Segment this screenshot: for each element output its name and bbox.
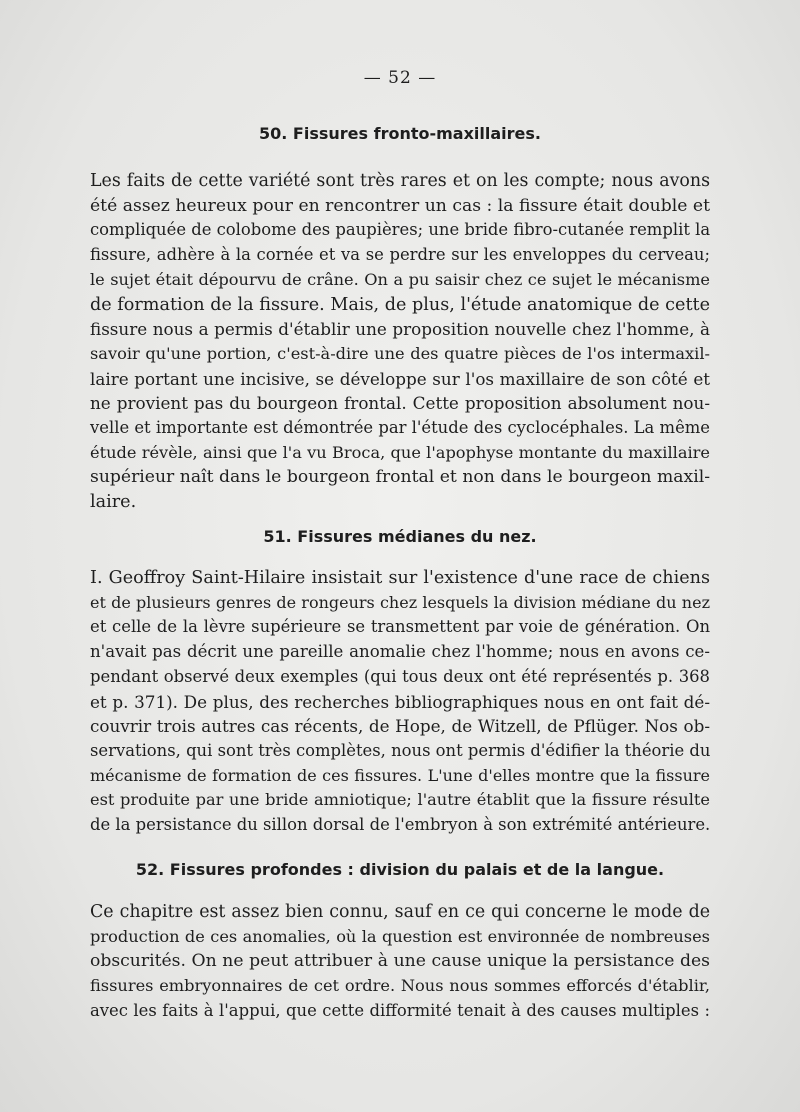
text-line: été assez heureux pour en rencontrer un cas : la fissure était double et [90,195,710,216]
text-line: n'avait pas décrit une pareille anomalie chez l'homme; nous en avons ce- [90,642,710,662]
text-line: couvrir trois autres cas récents, de Hope, de Witzell, de Pflüger. Nos ob- [90,716,710,737]
text-line: fissures embryonnaires de cet ordre. Nous nous sommes efforcés d'établir, [90,976,710,996]
page-number: — 52 — [363,68,437,88]
text-line: est produite par une bride amniotique; l'autre établit que la fissure résulte [90,790,710,810]
text-line: velle et importante est démontrée par l'étude des cyclocéphales. La même [90,418,711,438]
text-line: Ce chapitre est assez bien connu, sauf en ce qui concerne le mode de [90,902,710,922]
text-line: et celle de la lèvre supérieure se transmettent par voie de génération. On [90,617,710,637]
text-line: et de plusieurs genres de rongeurs chez lesquels la division médiane du nez [90,592,710,612]
text-line: compliquée de colobome des paupières; une bride fibro-cutanée remplit la [90,220,711,240]
text-line: Les faits de cette variété sont très rares et on les compte; nous avons [90,171,710,191]
text-line: et p. 371). De plus, des recherches bibliographiques nous en ont fait dé- [90,691,710,712]
section-heading-50: 50. Fissures fronto-maxillaires. [259,124,541,143]
text-line: obscurités. On ne peut attribuer à une cause unique la persistance des [90,951,710,972]
section-52-paragraph [90,900,710,1024]
text-line: fissure nous a permis d'établir une proposition nouvelle chez l'homme, à [90,319,710,340]
section-51-paragraph [90,566,710,838]
text-line: savoir qu'une portion, c'est-à-dire une des quatre pièces de l'os intermaxil- [90,343,710,363]
text-line: production de ces anomalies, où la question est environnée de nombreuses [90,926,710,946]
section-heading-51: 51. Fissures médianes du nez. [263,527,537,546]
text-line: de la persistance du sillon dorsal de l'embryon à son extrémité antérieure. [90,815,711,835]
text-line: le sujet était dépourvu de crâne. On a pu saisir chez ce sujet le mécanisme [90,269,710,289]
section-50-paragraph [90,169,710,515]
text-line: laire portant une incisive, se développe sur l'os maxillaire de son côté et [90,368,710,389]
text-line: fissure, adhère à la cornée et va se perdre sur les enveloppes du cerveau; [90,245,710,265]
section-heading-52: 52. Fissures profondes : division du palais et de la langue. [135,860,665,879]
text-line: servations, qui sont très complètes, nous ont permis d'édifier la théorie du [90,740,711,760]
text-line: avec les faits à l'appui, que cette difformité tenait à des causes multiples : [90,1000,710,1020]
text-line: mécanisme de formation de ces fissures. L'une d'elles montre que la fissure [90,765,710,785]
text-line: laire. [90,492,137,513]
text-line: étude révèle, ainsi que l'a vu Broca, que l'apophyse montante du maxillaire [90,442,710,462]
text-line: de formation de la fissure. Mais, de plus, l'étude anatomique de cette [90,294,710,315]
text-line: I. Geoffroy Saint-Hilaire insistait sur l'existence d'une race de chiens [90,568,710,588]
text-line: supérieur naît dans le bourgeon frontal et non dans le bourgeon maxil- [90,467,710,488]
text-line: pendant observé deux exemples (qui tous deux ont été représentés p. 368 [90,666,710,686]
text-line: ne provient pas du bourgeon frontal. Cette proposition absolument nou- [90,393,710,414]
